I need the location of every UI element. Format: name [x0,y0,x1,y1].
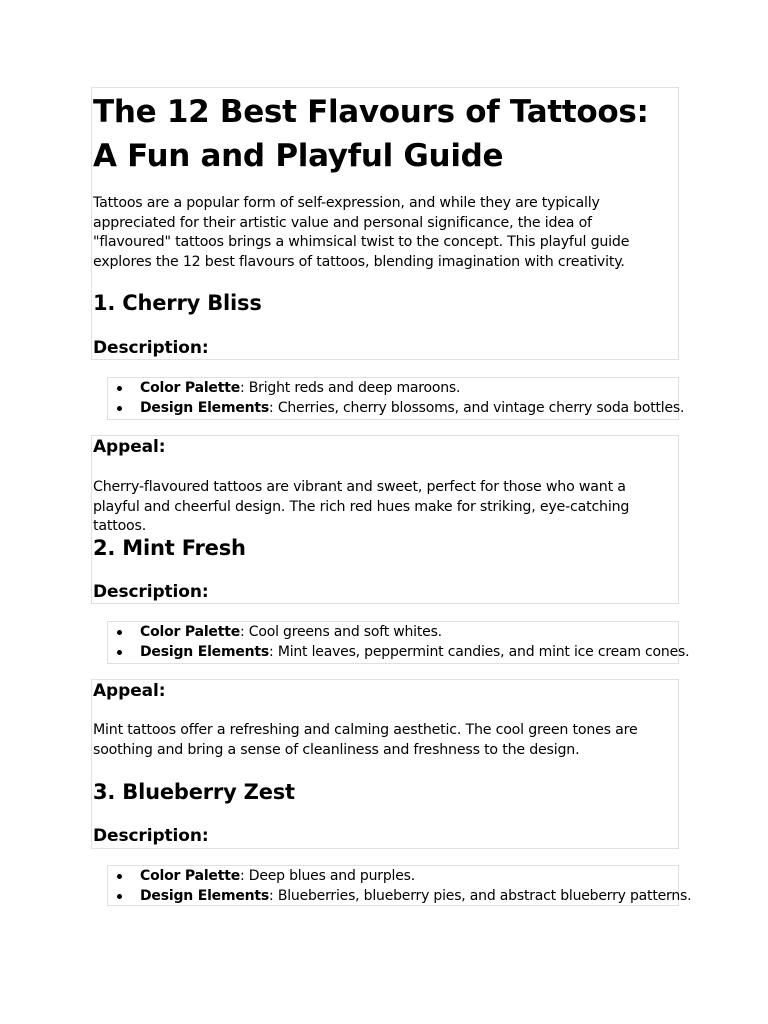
section-heading-mint-fresh: 2. Mint Fresh [93,536,246,560]
mint-fresh-list [107,622,689,662]
list-item [107,622,689,642]
appeal-label: Appeal: [93,681,166,701]
appeal-paragraph: Mint tattoos offer a refreshing and calming aesthetic. The cool green tones are soothing and bring a sense of cleanliness and freshness to the design. [93,722,638,758]
list-item-label: Design Elements [140,400,270,416]
appeal-paragraph: Cherry-flavoured tattoos are vibrant and sweet, perfect for those who want a playful and cheerful design. The rich red hues make for striking, eye-catching tattoos. [93,479,630,534]
section-heading-cherry-bliss: 1. Cherry Bliss [93,291,262,315]
intro-paragraph: Tattoos are a popular form of self-expression, and while they are typically appreciated for their artistic value and personal significance, the idea of "flavoured" tattoos brings a whimsical twist to the concept. This playful guide explores the 12 best flavours of tattoos, blending imagination with creativity. [93,195,630,270]
list-item [107,378,684,398]
list-item-text: : Bright reds and deep maroons. [240,380,461,396]
description-label: Description: [93,338,209,358]
list-item-label: Design Elements [140,888,270,904]
description-label: Description: [93,582,209,602]
list-item-text: : Deep blues and purples. [240,868,415,884]
list-item-text: : Blueberries, blueberry pies, and abstract blueberry patterns. [269,888,692,904]
list-item [107,642,689,662]
blueberry-zest-list [107,866,691,906]
list-item [107,866,691,886]
list-item [107,886,691,906]
page-title: The 12 Best Flavours of Tattoos: A Fun and Playful Guide [93,94,649,174]
list-item-text: : Cherries, cherry blossoms, and vintage cherry soda bottles. [269,400,685,416]
cherry-bliss-list [107,378,684,418]
list-item [107,398,684,418]
list-item-label: Color Palette [140,624,240,640]
list-item-label: Design Elements [140,644,270,660]
appeal-label: Appeal: [93,437,166,457]
description-label: Description: [93,826,209,846]
content-block-3 [91,679,679,849]
list-item-text: : Mint leaves, peppermint candies, and mint ice cream cones. [269,644,690,660]
list-item-label: Color Palette [140,868,240,884]
section-heading-blueberry-zest: 3. Blueberry Zest [93,780,295,804]
list-item-label: Color Palette [140,380,240,396]
list-item-text: : Cool greens and soft whites. [240,624,442,640]
